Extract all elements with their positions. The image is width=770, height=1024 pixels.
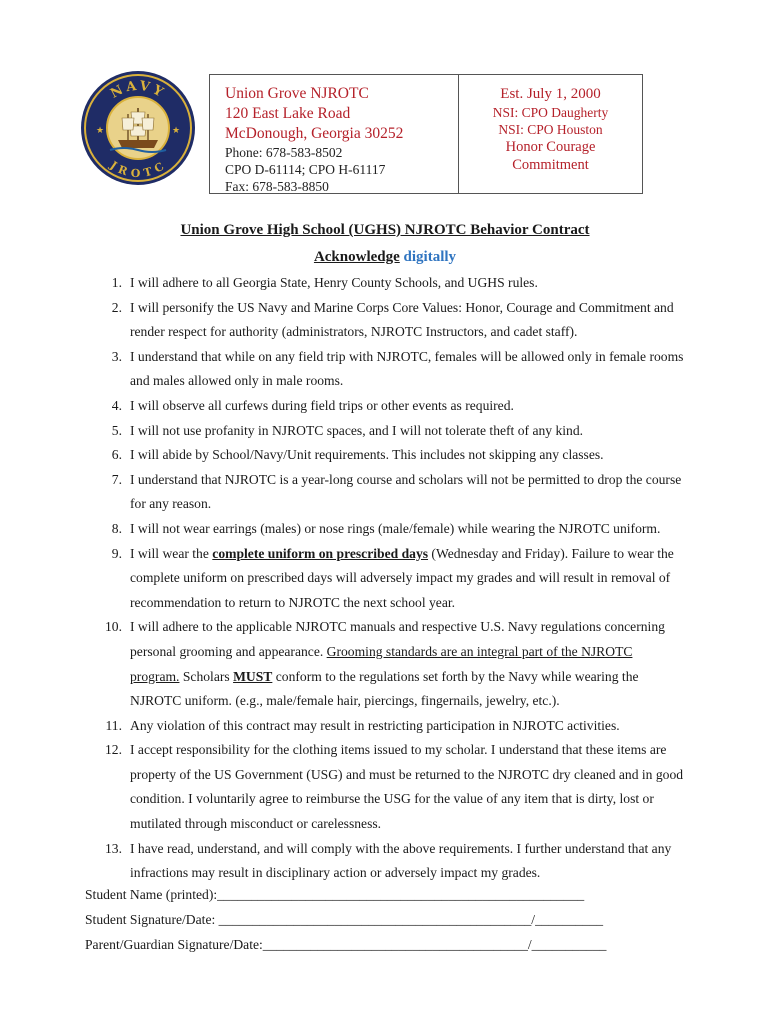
- seal-top-text: NAVY: [108, 78, 168, 102]
- letterhead-box: [209, 74, 643, 194]
- rule-number: 2.: [111, 299, 122, 315]
- rule-text: I will adhere to all Georgia State, Henry County Schools, and UGHS rules.: [130, 275, 538, 290]
- rule-item: [85, 738, 685, 836]
- rule-text-pre: I will adhere to the applicable NJROTC manuals and respective U.S. Navy regulations concerning personal grooming and appearance.: [130, 619, 665, 659]
- rule-item: [85, 345, 685, 394]
- rule-text-pre: I will wear the: [130, 545, 213, 561]
- rule-underlined: Grooming standards are an integral part of the NJROTC program.: [130, 643, 633, 684]
- rule-text: I understand that while on any field trip with NJROTC, females will be allowed only in female rooms and males allowed only in male rooms.: [130, 348, 684, 389]
- acknowledge-line: [0, 249, 770, 266]
- established-date: Est. July 1, 2000: [500, 86, 601, 102]
- student-name-field[interactable]: Student Name (printed):______________________________________________________: [85, 887, 585, 902]
- rule-text-mid: Scholars: [179, 668, 234, 684]
- rule-number: 7.: [111, 471, 122, 487]
- rule-number: 1.: [111, 275, 122, 290]
- rule-number: 8.: [111, 520, 122, 536]
- phone-number: Phone: 678-583-8502: [225, 145, 343, 160]
- svg-text:★: ★: [96, 126, 105, 136]
- fax-number: Fax: 678-583-8850: [225, 179, 329, 194]
- rule-number: 9.: [111, 545, 122, 561]
- rule-item: [85, 837, 685, 886]
- acknowledge-label: Acknowledge: [313, 249, 400, 265]
- rule-number: 11.: [105, 717, 122, 733]
- rule-number: 5.: [111, 422, 122, 438]
- rule-text: I have read, understand, and will comply with the above requirements. I further understand that any infractions may result in disciplinary action or adversely impact my grades.: [130, 840, 672, 881]
- rule-item: [85, 419, 685, 444]
- rule-item: [85, 468, 685, 517]
- rule-number: 13.: [105, 840, 122, 856]
- student-signature-field[interactable]: Student Signature/Date: ______________________________________________/__________: [85, 912, 604, 927]
- svg-text:★: ★: [172, 126, 181, 136]
- rule-number: 10.: [105, 619, 122, 635]
- rule-number: 12.: [105, 742, 122, 758]
- rule-text: I will not use profanity in NJROTC spaces, and I will not tolerate theft of any kind.: [130, 422, 584, 438]
- instructor-2: NSI: CPO Houston: [498, 121, 603, 137]
- address-line-2: McDonough, Georgia 30252: [225, 125, 404, 142]
- rule-text: I will not wear earrings (males) or nose rings (male/female) while wearing the NJROTC uniform.: [130, 520, 661, 536]
- rule-text-post: conform to the regulations set forth by the Navy while wearing the NJROTC uniform. (e.g., male/female hair, piercings, fingernails, jewelry, etc.).: [130, 668, 639, 709]
- unit-name: Union Grove NJROTC: [225, 85, 369, 102]
- page-title: Union Grove High School (UGHS) NJROTC Behavior Contract: [180, 222, 590, 238]
- rule-emphasis: MUST: [233, 668, 273, 684]
- rule-item: [85, 296, 685, 345]
- rule-text-post: (Wednesday and Friday). Failure to wear the complete uniform on prescribed days will adversely impact my grades and will result in removal of recommendation to return to NJROTC the next school year.: [130, 545, 674, 610]
- contract-rules-list: [85, 271, 685, 886]
- rule-text: Any violation of this contract may result in restricting participation in NJROTC activities.: [130, 717, 620, 733]
- address-line-1: 120 East Lake Road: [225, 105, 351, 122]
- rule-text: I understand that NJROTC is a year-long course and scholars will not be permitted to drop the course for any reason.: [130, 471, 682, 512]
- rule-item: [85, 714, 685, 739]
- rule-number: 3.: [111, 348, 122, 364]
- rule-text: I will observe all curfews during field trips or other events as required.: [130, 397, 514, 413]
- navy-jrotc-seal: [80, 70, 196, 186]
- core-values-line-1: Honor Courage: [505, 139, 596, 155]
- letterhead-info: [459, 75, 642, 193]
- acknowledge-digitally-link[interactable]: digitally: [403, 249, 457, 265]
- rule-item: [85, 517, 685, 542]
- rule-emphasis: complete uniform on prescribed days: [212, 545, 429, 561]
- parent-signature-field[interactable]: Parent/Guardian Signature/Date:_______________________________________/___________: [85, 937, 607, 952]
- letterhead-address: [210, 75, 459, 193]
- rule-item: [85, 615, 685, 713]
- rule-text: I will abide by School/Navy/Unit requirements. This includes not skipping any classes.: [130, 447, 604, 463]
- rule-item: [85, 443, 685, 468]
- rule-number: 6.: [111, 447, 122, 463]
- cpo-ids: CPO D-61114; CPO H-61117: [225, 162, 386, 177]
- rule-item: [85, 394, 685, 419]
- rule-item: [85, 542, 685, 616]
- instructor-1: NSI: CPO Daugherty: [492, 105, 609, 120]
- rule-item: [85, 271, 685, 296]
- rule-text: I accept responsibility for the clothing items issued to my scholar. I understand that these items are property of the US Government (USG) and must be returned to the NJROTC dry cleaned and in good condition. I voluntarily agree to reimburse the USG for the value of any item that is dirty, lost or mutilated through misconduct or carelessness.: [130, 742, 684, 832]
- rule-text: I will personify the US Navy and Marine Corps Core Values: Honor, Courage and Commitment and render respect for authority (administrators, NJROTC Instructors, and cadet staff).: [130, 299, 674, 340]
- rule-number: 4.: [111, 397, 122, 413]
- seal-bottom-text: JROTC: [107, 158, 168, 181]
- core-values-line-2: Commitment: [512, 157, 589, 173]
